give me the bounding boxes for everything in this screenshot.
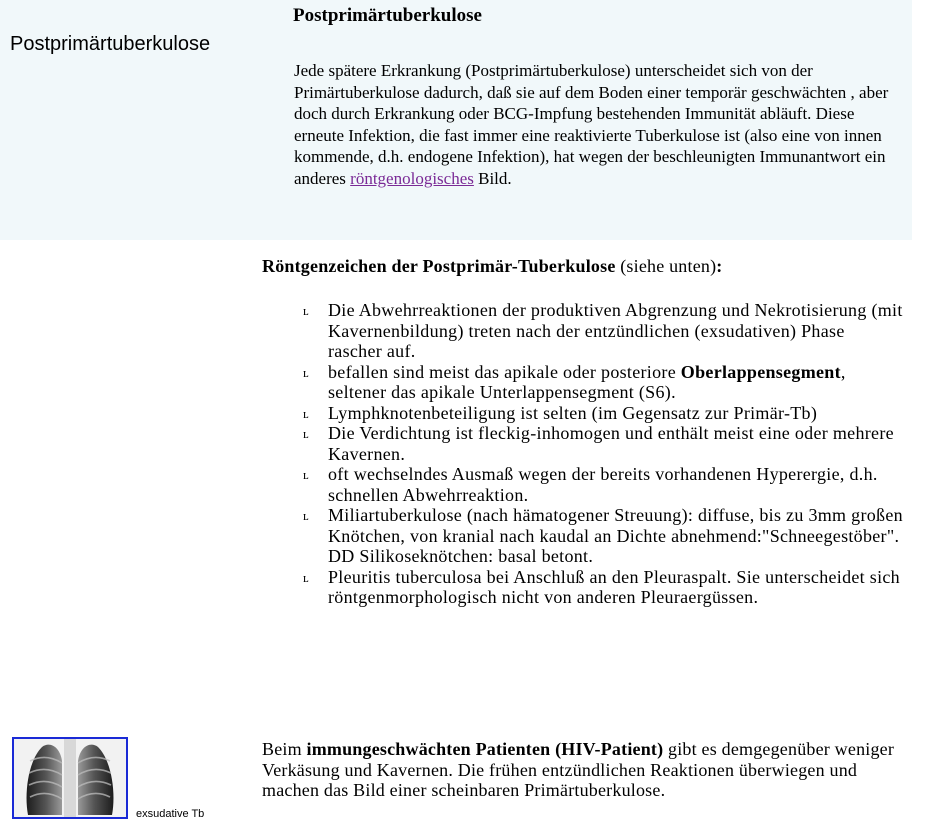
list-item-text: Miliartuberkulose (nach hämatogener Streuung): diffuse, bis zu 3mm großen Knötchen, von kranial nach kaudal an Dichte abnehmend:"Schneegestöber". DD Silikoseknötchen: basal betont. xyxy=(328,505,903,566)
intro-text: Jede spätere Erkrankung (Postprimärtuberkulose) unterscheidet sich von der Primärtuberkulose dadurch, daß sie auf dem Boden einer temporär geschwächten , aber doch durch Erkrankung oder BCG-Impfung bestehenden Immunität abläuft. Diese erneute Infektion, die fast immer eine reaktivierte Tuberkulose ist (also eine von innen kommende, d.h. endogene Infektion), hat wegen der beschleunigten Immunantwort ein anderes xyxy=(294,61,889,188)
bullet-icon: ʟ xyxy=(303,508,309,523)
hiv-text-end: gibt es demgegenüber weniger Verkäsung und Kavernen. Die frühen entzündlichen Reaktionen überwiegen und machen das Bild einer scheinbaren Primärtuberkulose. xyxy=(262,739,895,800)
hiv-paragraph xyxy=(262,739,912,801)
roentgen-link[interactable]: röntgenologisches xyxy=(350,168,474,188)
chest-xray-icon xyxy=(14,739,126,817)
list-item xyxy=(303,362,903,403)
bullet-icon: ʟ xyxy=(303,405,309,421)
list-item xyxy=(303,300,903,362)
list-item-text: Die Verdichtung ist fleckig-inhomogen und enthält meist eine oder mehrere Kavernen. xyxy=(328,423,894,464)
bullet-icon: ʟ xyxy=(303,426,309,441)
list-item-text: Lymphknotenbeteiligung ist selten (im Gegensatz zur Primär-Tb) xyxy=(328,402,818,423)
list-item xyxy=(303,464,903,505)
signs-heading-colon: : xyxy=(716,256,723,276)
intro-text-end: Bild. xyxy=(473,168,512,188)
list-item xyxy=(303,423,903,464)
bullet-icon: ʟ xyxy=(303,303,309,318)
xray-thumbnail[interactable] xyxy=(12,737,128,819)
list-item xyxy=(303,505,903,567)
bullet-icon: ʟ xyxy=(303,467,309,482)
list-item-bold: Oberlappensegment xyxy=(680,361,841,382)
signs-list xyxy=(303,300,903,608)
xray-caption: exsudative Tb xyxy=(136,808,205,820)
section-heading: Postprimärtuberkulose xyxy=(293,5,482,26)
list-item xyxy=(303,403,903,424)
list-item xyxy=(303,567,903,608)
signs-heading-bold: Röntgenzeichen der Postprimär-Tuberkulose xyxy=(262,256,616,276)
signs-heading-note: (siehe unten) xyxy=(615,256,717,276)
list-item-text: befallen sind meist das apikale oder posteriore xyxy=(328,361,681,382)
sidebar-title: Postprimärtuberkulose xyxy=(10,33,211,55)
signs-heading xyxy=(262,256,922,277)
bullet-icon: ʟ xyxy=(303,364,309,380)
list-item-text: oft wechselndes Ausmaß wegen der bereits vorhandenen Hyperergie, d.h. schnellen Abwehrreaktion. xyxy=(328,464,878,505)
bullet-icon: ʟ xyxy=(303,569,309,585)
list-item-text: Pleuritis tuberculosa bei Anschluß an den Pleuraspalt. Sie unterscheidet sich röntgenmorphologisch nicht von anderen Pleuraergüssen. xyxy=(328,566,900,607)
list-item-text: Die Abwehrreaktionen der produktiven Abgrenzung und Nekrotisierung (mit Kavernenbildung) treten nach der entzündlichen (exsudativen) Phase rascher auf. xyxy=(328,300,903,361)
hiv-text: Beim xyxy=(262,739,307,759)
hiv-bold: immungeschwächten Patienten (HIV-Patient) xyxy=(306,739,664,759)
list-item-text-end: , seltener das apikale Unterlappensegment (S6). xyxy=(328,361,846,402)
intro-paragraph xyxy=(294,60,894,189)
